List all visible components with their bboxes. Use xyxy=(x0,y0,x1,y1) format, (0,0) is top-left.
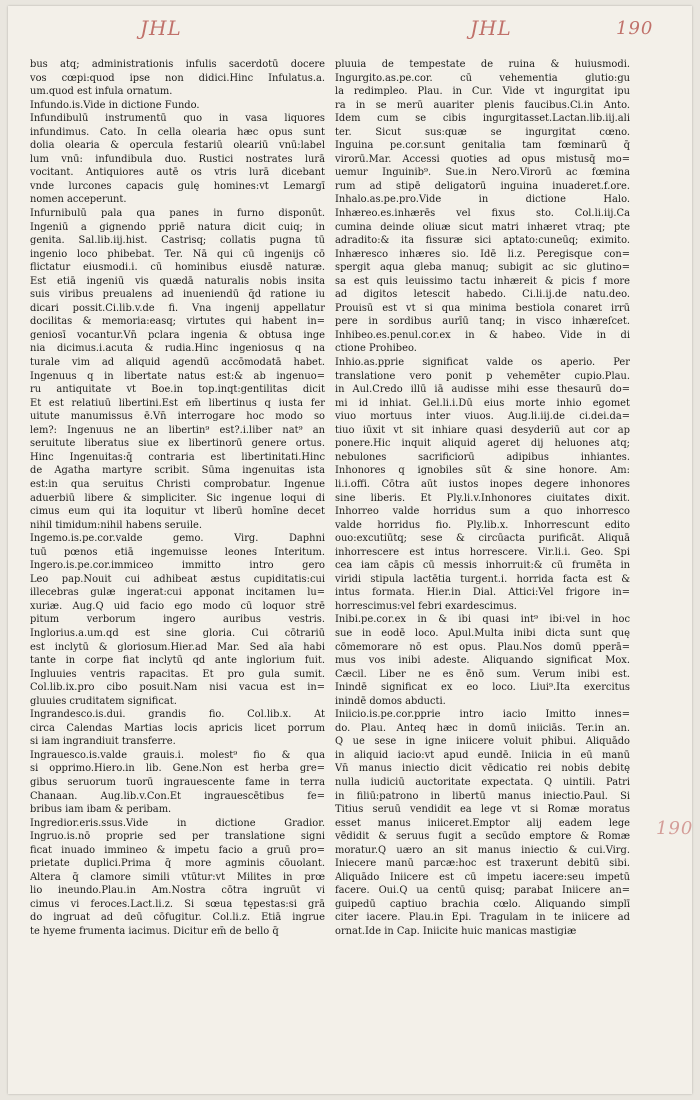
handwritten-mark-right: JHL xyxy=(470,16,512,40)
text-line: guipedū captiuo brachia cœlo. Aliquando simplī xyxy=(335,898,630,910)
text-line: Iniicio.is.pe.cor.pprie intro iacio Imitto innes= xyxy=(335,709,630,721)
text-line: nomen acceperunt. xyxy=(30,194,127,206)
text-line: tante in corpe fiat inclytū qd ante inglorium fuit. xyxy=(30,655,325,667)
text-line: Et est relatiuū libertini.Est em̄ libertinus q iusta fer xyxy=(30,397,325,409)
text-line: in Aul.Credo illū iā audisse mihi esse thesaurū do= xyxy=(335,384,630,396)
text-line: nia dicimus.i.acuta & rudia.Hinc ingeniosus q na xyxy=(30,343,325,355)
text-line: Prouisū est vt si qua minima bestiola conaret irrū xyxy=(335,302,630,314)
text-line: Ingemo.is.pe.cor.valde gemo. Virg. Daphni xyxy=(30,533,325,545)
text-line: infundimus. Cato. In cella olearia hæc opus sunt xyxy=(30,126,325,138)
text-line: ctione Prohibeo. xyxy=(335,343,417,355)
text-line: ru antiquitate vt Boe.in top.inqt:gentilitas dicit xyxy=(30,384,325,396)
text-line: Inhorreo valde horridus sum a quo inhorresco xyxy=(335,506,630,518)
text-line: Ingurgito.as.pe.cor. cū vehementia glutio:gu xyxy=(335,72,630,84)
text-line: Inhalo.as.pe.pro.Vide in dictione Halo. xyxy=(335,194,630,206)
text-line: prietate duplici.Prima q̄ more agminis cōuolant. xyxy=(30,858,325,870)
text-line: Ingrauesco.is.valde grauis.i. molest⁹ fio & qua xyxy=(30,749,325,761)
text-line: est:in qua seruitus Christi comprobatur. Ingenue xyxy=(30,478,325,490)
text-line: xuriæ. Aug.Q uid facio ego modo cū loquor strē xyxy=(30,600,325,612)
right-text-column xyxy=(335,58,630,1098)
text-line: Col.lib.ix.pro cibo posuit.Nam nisi vacua est in= xyxy=(30,682,325,694)
text-line: pluuia de tempestate de ruina & huiusmodi. xyxy=(335,59,630,70)
text-line: translatione vero ponit p vehemēter cupio.Plau. xyxy=(335,370,630,382)
text-line: vnde lurcones capacis gulę homines:vt Lemargī xyxy=(30,180,325,192)
text-line: Ingrandesco.is.dui. grandis fio. Col.lib.x. At xyxy=(30,709,325,721)
left-text-column xyxy=(30,58,325,1098)
text-line: Ingenuus q in libertate natus est:& ab ingenuo= xyxy=(30,370,325,382)
text-line: pere in sordibus aurīū tanq; in visco inhæreſcet. xyxy=(335,316,630,328)
text-line: ingenio loco phibebat. Ter. Nā qui cū ingenijs cō xyxy=(30,248,325,260)
text-line: dicari possit.Ci.lib.v.de fi. Vna ingenij appellatur xyxy=(30,302,325,314)
text-line: horrescimus:vel febri exardescimus. xyxy=(335,600,517,612)
text-line: ficat inuado immineo & impetu facio a gruū pro= xyxy=(30,844,325,856)
text-line: esset manus iniiceret.Emptor alij eadem lege xyxy=(335,817,630,829)
text-line: Est etiā ingeniū vis quædā naturalis nobis insita xyxy=(30,275,325,287)
text-line: Inhibeo.es.penul.cor.ex in & habeo. Vide in di xyxy=(335,329,630,341)
text-line: Iniecere manū parcæ:hoc est traxerunt debitū sibi. xyxy=(335,858,630,870)
text-line: nulla iudiciū auctoritate expectata. Q uintili. Patri xyxy=(335,776,630,788)
text-line: bus atq; administrationis infulis sacerdotū docere xyxy=(30,59,325,70)
text-line: rum ad stipē deligatorū inguina inuaderet.f.ore. xyxy=(335,180,630,192)
text-line: Infundo.is.Vide in dictione Fundo. xyxy=(30,99,200,111)
text-line: circa Calendas Martias locis apricis licet porrum xyxy=(30,722,325,734)
text-line: Inhæreo.es.inhærēs vel fixus sto. Col.li.iij.Ca xyxy=(335,208,630,220)
text-line: geniosī vocantur.Vn̄ pclara ingenia & obtusa inge xyxy=(30,329,325,341)
page-leaf xyxy=(8,6,692,1094)
text-line: ornat.Ide in Cap. Iniicite huic manicas mastigiæ xyxy=(335,926,577,937)
text-line: cea iam cāpis cū messis inhorruit:& cū frumēta in xyxy=(335,560,630,572)
text-line: Hinc Ingenuitas:q̄ contraria est libertinitati.Hinc xyxy=(30,451,325,463)
text-line: Infurnibulū pala qua panes in furno disponūt. xyxy=(30,208,325,220)
text-line: Altera q̄ clamore simili vtūtur:vt Milites in prœ xyxy=(30,871,325,883)
text-line: flictatur eiusmodi.i. cū hominibus eiusdē naturæ. xyxy=(30,262,325,274)
text-line: gibus seruorum tuorū ingrauescente fame in terra xyxy=(30,776,325,788)
text-line: si opprimo.Hiero.in lib. Gene.Non est herba gre= xyxy=(30,763,325,775)
folio-number-top: 190 xyxy=(616,18,654,39)
text-line: Chanaan. Aug.lib.v.Con.Et ingrauescētibus fe= xyxy=(30,790,325,802)
text-line: lem?: Ingenuus ne an libertin⁹ est?.i.liber nat⁹ an xyxy=(30,424,325,436)
text-line: Ingero.is.pe.cor.immiceo immitto intro gero xyxy=(30,560,325,572)
text-line: sa est quis leuissimo tactu inhæreit & picis f more xyxy=(335,275,630,287)
handwritten-mark-left: JHL xyxy=(140,16,182,40)
text-line: valde horridus fio. Ply.lib.x. Inhorrescunt edito xyxy=(335,519,630,531)
text-line: sine liberis. Et Ply.li.v.Inhonores ciuitates dixit. xyxy=(335,492,630,504)
text-line: Titius seruū vendidit ea lege vt si Romæ moratus xyxy=(335,804,630,816)
text-line: ter. Sicut sus:quæ se ingurgitat cœno. xyxy=(335,126,630,138)
text-line: in filiū:patrono in libertū manus iniectio.Paul. Si xyxy=(335,790,630,802)
text-line: do. Plau. Anteq hæc in domū iniiciās. Ter.in an. xyxy=(335,722,630,734)
text-line: suis viribus preualens ad inueniendū q̄d ratione iu xyxy=(30,289,325,301)
text-line: seruitute liberatus siue ex libertinorū genere ortus. xyxy=(30,438,325,450)
text-line: de Agatha martyre scribit. Sūma ingenuitas ista xyxy=(30,465,325,477)
text-line: virorū.Mar. Accessi quoties ad opus mistusq̄ mo= xyxy=(335,153,630,165)
text-line: adradito:& ita fissuræ sici aptato:cuneūq; eximito. xyxy=(335,235,630,247)
text-line: inhorrescere est intus horrescere. Vir.li.i. Geo. Spi xyxy=(335,546,630,558)
text-line: si iam ingrandiuit transferre. xyxy=(30,736,176,748)
text-line: in aliquid iacio:vt apud eundē. Iniicia in eū manū xyxy=(335,749,630,761)
text-line: vocitant. Antiquiores autē os vtris lurā dicebant xyxy=(30,167,325,179)
text-line: uemur Inguinib⁹. Sue.in Nero.Virorū ac fœmina xyxy=(335,167,630,179)
text-line: bribus iam ibam & peribam. xyxy=(30,804,172,816)
text-line: Cæcil. Liber ne es ēnō sum. Verum inibi est. xyxy=(335,668,630,680)
text-line: lio ineundo.Plau.in Am.Nostra cōtra ingruūt vi xyxy=(30,885,325,897)
text-line: uitute manumissus ē.Vn̄ interrogare hoc modo so xyxy=(30,411,325,423)
text-line: Aliquādo Iniicere est cū impetu iacere:seu impetū xyxy=(335,871,630,883)
text-line: Inhæresco inhæres sio. Idē li.z. Peregisque con= xyxy=(335,248,630,260)
text-line: citer iacere. Plau.in Epi. Tragulam in te iniicere ad xyxy=(335,912,630,924)
text-line: cōmemorare nō est opus. Plau.Nos domū pperā= xyxy=(335,641,630,653)
text-line: inindē domos abducti. xyxy=(335,695,446,707)
text-line: li.i.offi. Cōtra aūt iustos inopes degere inhonores xyxy=(335,478,630,490)
text-line: intus formata. Hier.in Dial. Attici:Vel frigore in= xyxy=(335,587,630,599)
text-line: Inhonores q ignobiles sūt & sine honore. Am: xyxy=(335,465,630,477)
text-line: facere. Oui.Q ua centū quisq; parabat Iniicere an= xyxy=(335,885,630,897)
text-line: do ingruat ad deū cōfugitur. Col.li.z. Etiā ingrue xyxy=(30,912,325,924)
folio-number-margin: 190 xyxy=(656,818,694,839)
text-line: ra in se merū auariter plenis faucibus.Ci.in Anto. xyxy=(335,99,630,111)
text-line: Inibi.pe.cor.ex in & ibi quasi int⁹ ibi:vel in hoc xyxy=(335,614,630,626)
text-line: cimus vi feroces.Lact.li.z. Si sœua tępestas:si grā xyxy=(30,898,325,910)
text-line: Ingluuies ventris rapacitas. Et pro gula sumit. xyxy=(30,668,325,680)
text-line: mi id inhiat. Gel.li.i.Dū eius morte inhio egomet xyxy=(335,397,630,409)
text-line: docilitas & memoria:easq; virtutes qui habent in= xyxy=(30,316,325,328)
text-line: Ingeniū a gignendo ppriē natura dicit cuiq; in xyxy=(30,221,325,233)
text-line: te hyeme frumenta iacimus. Dicitur em̄ de bello q̄ xyxy=(30,926,279,937)
text-line: nihil timidum:nihil habens seruile. xyxy=(30,519,202,531)
text-line: cumina deinde oliuæ sicut matri inhæret vtraq; pte xyxy=(335,221,630,233)
text-line: Infundibulū instrumentū quo in vasa liquores xyxy=(30,113,325,125)
text-line: moratur.Q uæro an sit manus iniectio & cui.Virg. xyxy=(335,844,630,856)
text-line: genita. Sal.lib.iij.hist. Castrisq; collatis pugna tū xyxy=(30,235,325,247)
text-line: Ingredior.eris.ssus.Vide in dictione Gradior. xyxy=(30,817,325,829)
text-line: ad digitos letescit habedo. Ci.li.ij.de natu.deo. xyxy=(335,289,630,301)
text-line: ouo:excutiūtq; sese & circūacta purificāt. Aliquā xyxy=(335,533,630,545)
text-line: Inindē significat ex eo loco. Liui⁹.Ita exercitus xyxy=(335,682,630,694)
text-line: spergit aqua gleba manuq; subigit ac sic glutino= xyxy=(335,262,630,274)
text-line: um.quod est infula ornatum. xyxy=(30,86,173,98)
text-line: Ingruo.is.nō proprie sed per translatione signi xyxy=(30,831,325,843)
text-line: sue in eodē loco. Apul.Multa inibi dicta sunt quę xyxy=(335,627,630,639)
text-line: viuo mortuus inter viuos. Aug.li.iij.de ci.dei.da= xyxy=(335,411,630,423)
text-line: la redimpleo. Plau. in Cur. Vide vt ingurgitat ipu xyxy=(335,86,630,98)
text-line: illecebras gulæ ingerat:cui apponat incitamen lu= xyxy=(30,587,325,599)
text-line: vēdidit & seruus fugit a secūdo emptore & Romæ xyxy=(335,831,630,843)
text-line: Q ue sese in igne iniicere voluit phibui. Aliquādo xyxy=(335,736,630,748)
text-line: gluuies cruditatem significat. xyxy=(30,695,177,707)
text-line: turale vim ad aliquid agendū accōmodatā habet. xyxy=(30,357,325,369)
text-line: cimus eum qui ita loquitur vt liberū homīne decet xyxy=(30,506,325,518)
text-line: Inhio.as.pprie significat valde os aperio. Per xyxy=(335,357,630,369)
text-line: Inguina pe.cor.sunt genitalia tam fœminarū q̄ xyxy=(335,140,630,152)
text-line: dolia olearia & opercula festariū oleariū vnū:label xyxy=(30,140,325,152)
text-line: lum vnū: infundibula duo. Rustici nostrates lurā xyxy=(30,153,325,165)
text-line: est inclytū & gloriosum.Hier.ad Mar. Sed aīa habi xyxy=(30,641,325,653)
text-line: aduerbiū libere & simpliciter. Sic ingenue loqui di xyxy=(30,492,325,504)
text-line: viridi stipula lactētia turgent.i. horrida facta est & xyxy=(335,573,630,585)
text-line: vos cœpi:quod ipse non didici.Hinc Infulatus.a. xyxy=(30,72,325,84)
text-line: Vn̄ manus iniectio dicit vēdicatio rei nobis debitę xyxy=(335,763,630,775)
text-line: Inglorius.a.um.qd est sine gloria. Cui cōtrariū xyxy=(30,627,325,639)
text-line: mus vos inibi adeste. Aliquando significat Mox. xyxy=(335,655,630,667)
text-line: Idem cum se cibis ingurgitasset.Lactan.lib.iij.ali xyxy=(335,113,630,125)
text-line: nebulones sacrificiorū adipibus inhiantes. xyxy=(335,451,630,463)
text-line: ponere.Hic inquit aliquid ageret dij heluones atq; xyxy=(335,438,630,450)
text-line: pitum verborum ingero auribus vestris. xyxy=(30,614,325,626)
text-line: tiuo iūxit vt sit inhiare quasi desyderiū aut cor ap xyxy=(335,424,630,436)
text-line: tuū pœnos etiā ingemuisse leones Interitum. xyxy=(30,546,325,558)
text-line: Leo pap.Nouit cui adhibeat æstus cupiditatis:cui xyxy=(30,573,325,585)
